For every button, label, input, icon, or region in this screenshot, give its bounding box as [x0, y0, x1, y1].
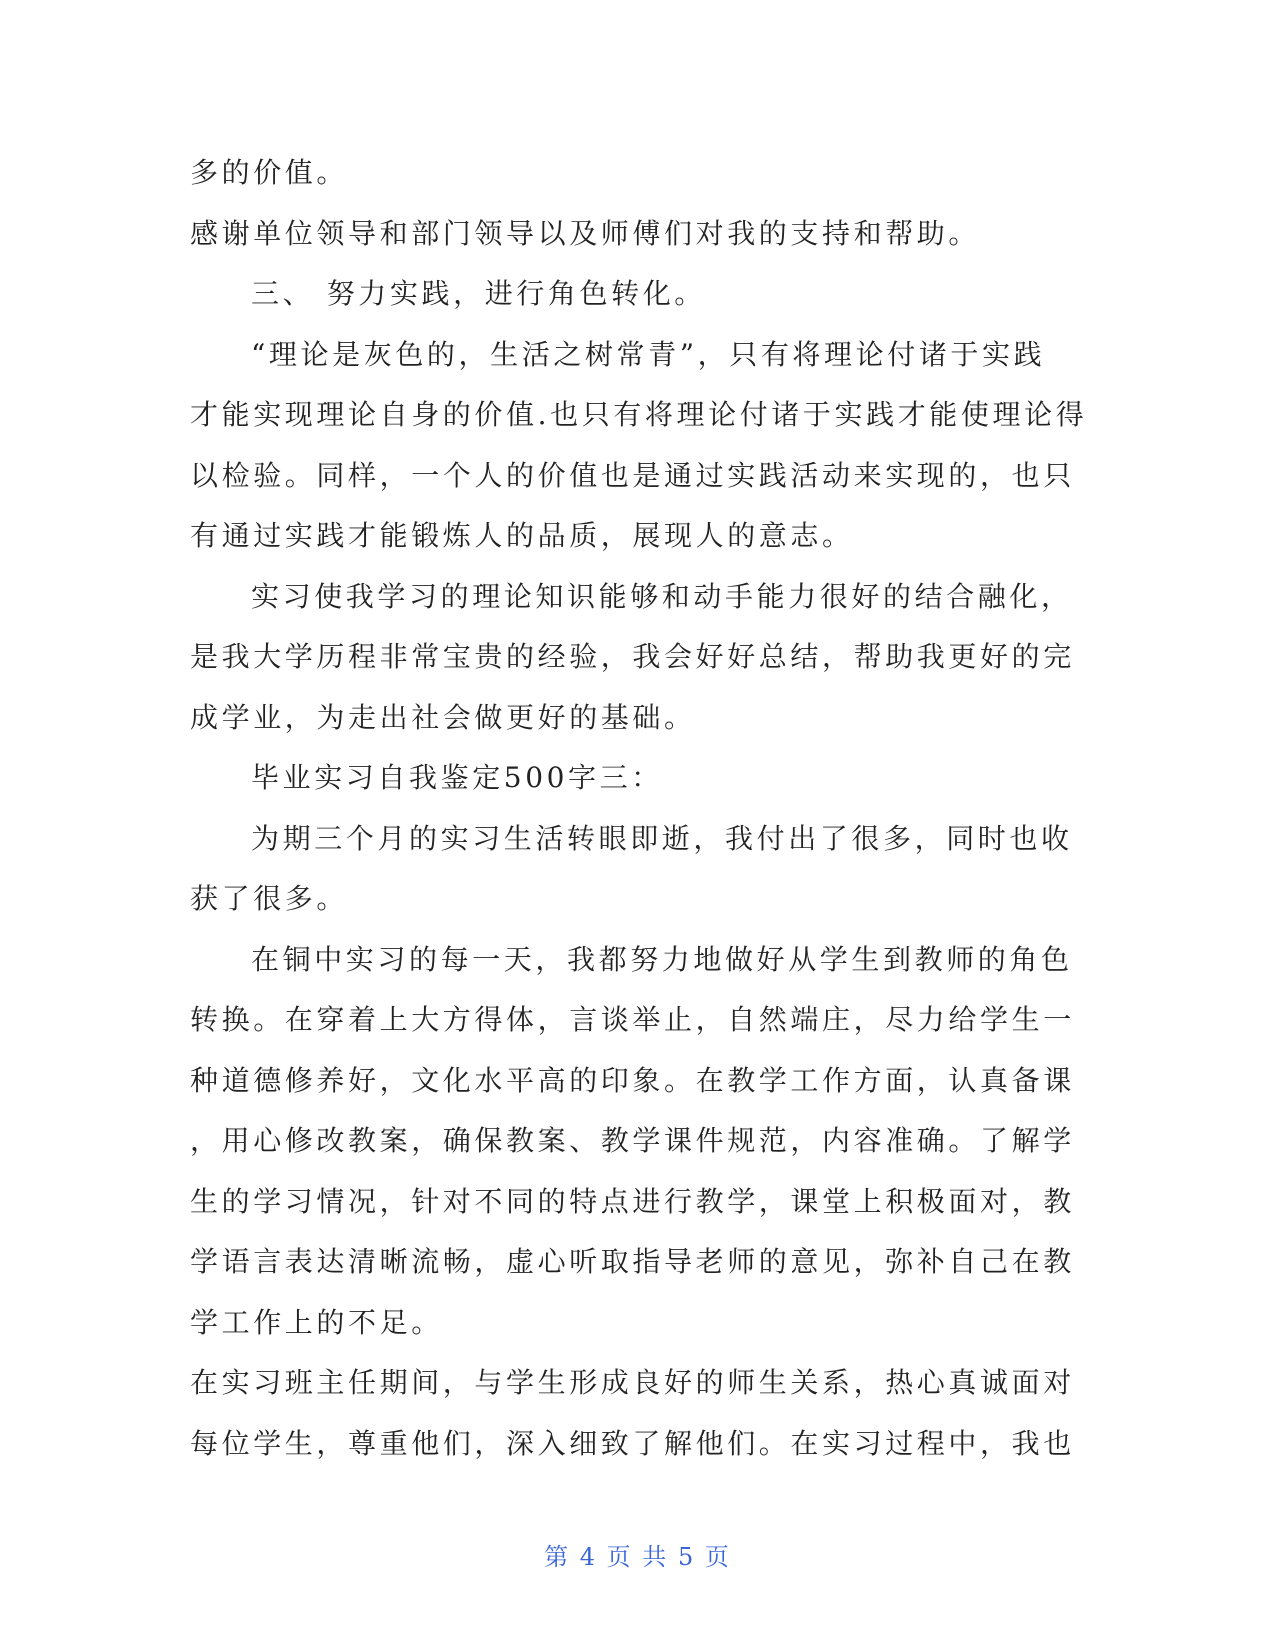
document-body: [190, 143, 1088, 1474]
text-line: 转换。在穿着上大方得体，言谈举止，自然端庄，尽力给学生一: [190, 1003, 1075, 1036]
text-line: 种道德修养好，文化水平高的印象。在教学工作方面，认真备课: [190, 1063, 1075, 1097]
page-number-footer: 第 4 页 共 5 页: [544, 1543, 731, 1571]
text-line: 才能实现理论自身的价值.也只有将理论付诸于实践才能使理论得: [190, 398, 1088, 431]
text-line: 多的价值。: [190, 156, 349, 189]
section-heading: 三、 努力实践，进行角色转化。: [251, 277, 706, 310]
text-line: 感谢单位领导和部门领导以及师傅们对我的支持和帮助。: [190, 216, 981, 250]
text-line: 学工作上的不足。: [190, 1305, 443, 1339]
text-line: 每位学生，尊重他们，深入细致了解他们。在实习过程中，我也: [190, 1426, 1075, 1460]
section-heading: 毕业实习自我鉴定500字三：: [251, 761, 663, 794]
text-line: “理论是灰色的，生活之树常青”，只有将理论付诸于实践: [251, 337, 1046, 371]
text-line: 在实习班主任期间，与学生形成良好的师生关系，热心真诚面对: [190, 1366, 1075, 1399]
text-line: 以检验。同样，一个人的价值也是通过实践活动来实现的，也只: [190, 458, 1075, 492]
text-line: 为期三个月的实习生活转眼即逝，我付出了很多，同时也收: [251, 821, 1073, 855]
text-line: 生的学习情况，针对不同的特点进行教学，课堂上积极面对，教: [190, 1184, 1075, 1218]
text-line: 是我大学历程非常宝贵的经验，我会好好总结，帮助我更好的完: [190, 640, 1075, 673]
text-line: 学语言表达清晰流畅，虚心听取指导老师的意见，弥补自己在教: [190, 1245, 1075, 1278]
text-line: 实习使我学习的理论知识能够和动手能力很好的结合融化，: [251, 579, 1073, 613]
text-line: 获了很多。: [190, 882, 349, 915]
text-line: 成学业，为走出社会做更好的基础。: [190, 700, 696, 734]
text-line: 在铜中实习的每一天，我都努力地做好从学生到教师的角色: [251, 942, 1073, 976]
text-line: ，用心修改教案，确保教案、教学课件规范，内容准确。了解学: [190, 1124, 1075, 1157]
text-line: 有通过实践才能锻炼人的品质，展现人的意志。: [190, 519, 854, 552]
